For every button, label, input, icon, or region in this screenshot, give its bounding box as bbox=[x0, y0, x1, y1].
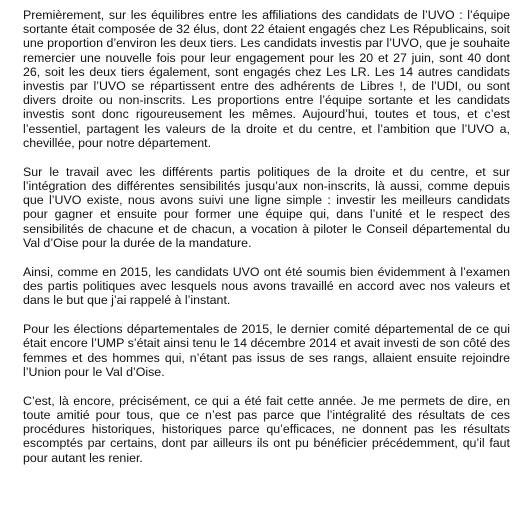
paragraph-2015-examen: Ainsi, comme en 2015, les candidats UVO ont été soumis bien évidemment à l’examen des partis politiques avec lesquels nous avons travaillé en accord avec nos valeurs et dans le but que j’ai rappelé à l’instant. bbox=[23, 264, 510, 308]
paragraph-cette-annee: C’est, là encore, précisément, ce qui a été fait cette année. Je me permets de dire, en toute amitié pour tous, que ce n’est pas parce que l’intégralité des résultats de ces procédures historiques, historiques parce qu’efficaces, ne donnent pas les résultats escomptés par certains, dont par ailleurs ils ont pu bénéficier précédemment, qu’il faut pour autant les renier. bbox=[23, 393, 510, 465]
paragraph-affiliations: Premièrement, sur les équilibres entre les affiliations des candidats de l’UVO : l’équipe sortante était composée de 32 élus, dont 22 étaient engagés chez Les Républicains, soit une proportion d’environ les deux tiers. Les candidats investis par l’UVO, que je souhaite remercier une nouvelle fois pour leur engagement pour les 20 et 27 juin, sont 40 dont 26, soit les deux tiers également, sont engagés chez Les LR. Les 14 autres candidats investis par l’UVO se répartissent entre des adhérents de Libres !, de l’UDI, ou sont divers droite ou non-inscrits. Les proportions entre l’équipe sortante et les candidats investis sont donc rigoureusement les mêmes. Aujourd’hui, toutes et tous, et c’est l’essentiel, partagent les valeurs de la droite et du centre, et l’ambition que l’UVO a, chevillée, pour notre département. bbox=[23, 8, 510, 150]
document-body bbox=[23, 8, 510, 465]
paragraph-partis-politiques: Sur le travail avec les différents partis politiques de la droite et du centre, et sur l’intégration des différentes sensibilités jusqu’aux non-inscrits, là aussi, comme depuis que l’UVO existe, nous avons suivi une ligne simple : investir les meilleurs candidats pour gagner et ensuite pour former une équipe qui, dans l’unité et le respect des sensibilités de chacune et de chacun, a vocation à piloter le Conseil départemental du Val d’Oise pour la durée de la mandature. bbox=[23, 164, 510, 250]
paragraph-elections-2015: Pour les élections départementales de 2015, le dernier comité départemental de ce qui était encore l’UMP s’était ainsi tenu le 14 décembre 2014 et avait investi de son côté des femmes et des hommes qui, n’étant pas issus de ses rangs, allaient ensuite rejoindre l’Union pour le Val d’Oise. bbox=[23, 322, 510, 379]
